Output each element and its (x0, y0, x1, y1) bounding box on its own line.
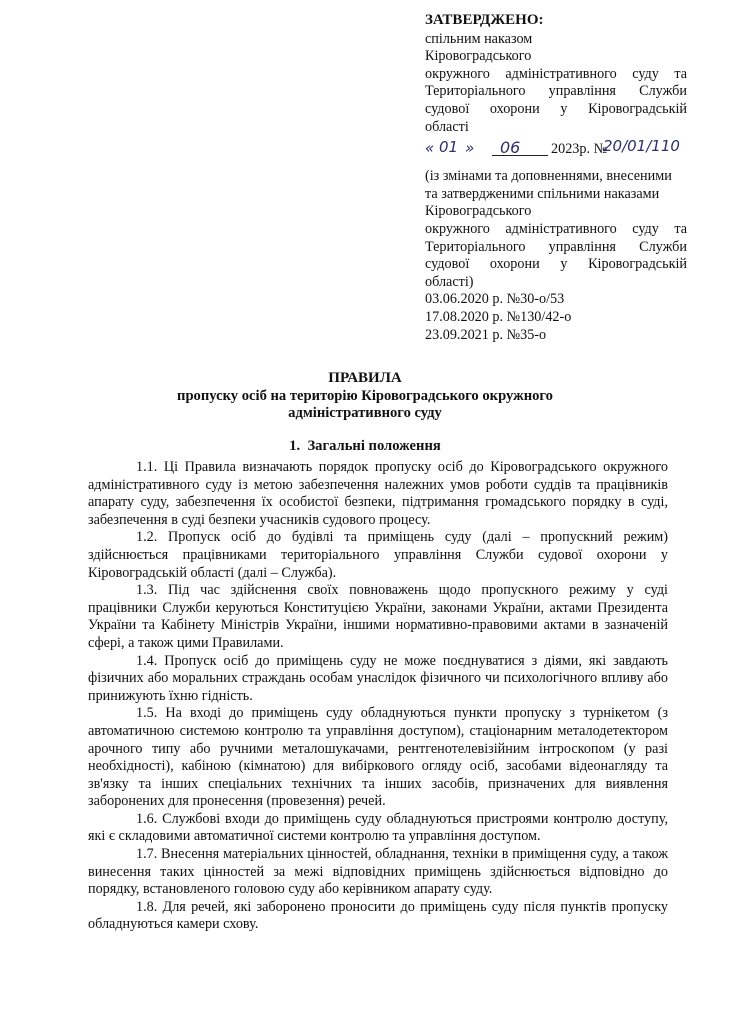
section-number: 1. (289, 438, 301, 454)
amendment-line: Кіровоградського (425, 203, 532, 220)
approval-heading: ЗАТВЕРДЖЕНО: (425, 12, 544, 28)
amendments-block (425, 168, 687, 344)
amendment-line: Територіального управління Служби (425, 238, 687, 255)
amendment-line: (із змінами та доповненнями, внесеними (425, 168, 672, 185)
paragraph: 1.1. Ці Правила визначають порядок пропуску осіб до Кіровоградського окружного адміністративного суду із метою забезпечення належних умов роботи суддів та працівників апарату суду, забезпечення їх особистої безпеки, підтримання громадського порядку в суді, забезпечення в суді безпеки учасників судового процесу. (88, 459, 668, 528)
paragraph: 1.7. Внесення матеріальних цінностей, обладнання, техніки в приміщення суду, а також винесення таких цінностей за межі відповідних приміщень здійснюється відповідно до порядку, встановленого головою суду або керівником апарату суду. (88, 846, 668, 898)
amendment-order: 23.09.2021 р. №35-о (425, 326, 547, 343)
approval-date-number (425, 138, 687, 160)
paragraph: 1.2. Пропуск осіб до будівлі та приміщень суду (далі – пропускний режим) здійснюється працівниками територіального управління Служби судової охорони у Кіровоградській області (далі – Служба). (88, 529, 668, 581)
amendment-line: області) (425, 273, 474, 290)
handwritten-order-number: 20/01/110 (603, 137, 680, 156)
approval-line: окружного адміністративного суду та (425, 65, 687, 82)
section-title: Загальні положення (307, 438, 441, 454)
approval-line: Кіровоградського (425, 48, 532, 65)
amendment-order: 03.06.2020 р. №30-о/53 (425, 291, 565, 308)
title-main: ПРАВИЛА (328, 370, 402, 386)
approval-line: судової охорони у Кіровоградській (425, 100, 687, 117)
title-line: адміністративного суду (288, 405, 442, 421)
amendment-line: судової охорони у Кіровоградській (425, 256, 687, 273)
handwritten-quote-open: « (425, 139, 435, 158)
approval-block (425, 12, 687, 344)
paragraph: 1.6. Службові входи до приміщень суду обладнуються пристроями контролю доступу, які є складовими автоматичної системи контролю та управління доступом. (88, 810, 668, 845)
amendment-line: окружного адміністративного суду та (425, 220, 687, 237)
approval-line: спільним наказом (425, 30, 533, 47)
handwritten-day: 01 (439, 138, 459, 157)
handwritten-quote-close: » (465, 139, 475, 158)
paragraph: 1.8. Для речей, які заборонено проносити до приміщень суду після пунктів пропуску обладнуються камери схову. (88, 898, 668, 933)
approval-line: Територіального управління Служби (425, 83, 687, 100)
year-label: 2023р. № (551, 141, 608, 158)
amendment-order: 17.08.2020 р. №130/42-о (425, 308, 572, 325)
amendment-line: та затвердженими спільними наказами (425, 185, 660, 202)
approval-line: області (425, 118, 469, 135)
document-title (150, 370, 580, 423)
paragraph: 1.4. Пропуск осіб до приміщень суду не може поєднуватися з діями, які завдають фізичних або моральних страждань особам унаслідок фізичного чи психологічного впливу або принижують їхню гідність. (88, 652, 668, 704)
title-line: пропуску осіб на територію Кіровоградського окружного (177, 387, 553, 404)
section-heading (150, 438, 580, 455)
document-body (88, 459, 668, 934)
paragraph: 1.3. Під час здійснення своїх повноважень щодо пропускного режиму у суді працівники Служби керуються Конституцією України, законами України, актами Президента України та Кабінету Міністрів України, іншими нормативно-правовими актами в зазначеній сфері, а також цими Правилами. (88, 582, 668, 651)
handwritten-month: 06 (500, 138, 521, 158)
paragraph: 1.5. На вході до приміщень суду обладнуються пункти пропуску з турнікетом (з автоматичною системою контролю та управління доступом), стаціонарним металодетектором арочного типу або ручними металошукачами, рентгенотелевізійним інтроскопом (у разі необхідності), кабіною (кімнатою) для вибіркового огляду осіб, засобами відеонагляду та зв'язку та інших спеціальних технічних та інших засобів, призначених для виявлення заборонених для пронесення (провезення) речей. (88, 705, 668, 810)
